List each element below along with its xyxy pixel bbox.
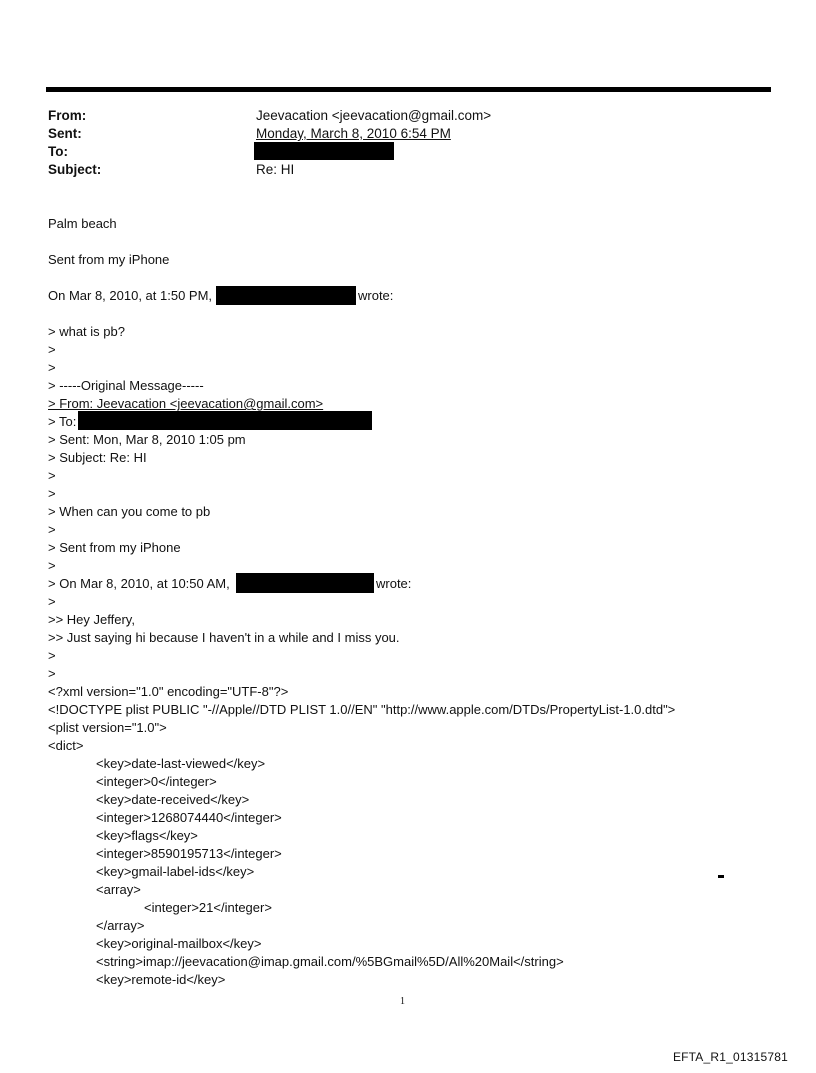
xml-line: <!DOCTYPE plist PUBLIC "-//Apple//DTD PLIST 1.0//EN" "http://www.apple.com/DTDs/PropertyList-1.0.dtd"> <box>48 702 676 717</box>
from-value: Jeevacation <jeevacation@gmail.com> <box>256 108 492 123</box>
quoted-line: > <box>48 522 56 537</box>
quoted-line: >> Hey Jeffery, <box>48 612 135 627</box>
quoted-line: > On Mar 8, 2010, at 10:50 AM, <box>48 576 230 591</box>
quoted-line: > <box>48 468 56 483</box>
xml-line: <dict> <box>48 738 84 753</box>
wrote-line-prefix: On Mar 8, 2010, at 1:50 PM, <box>48 288 213 303</box>
quoted-line: > Sent: Mon, Mar 8, 2010 1:05 pm <box>48 432 246 447</box>
quoted-line: > <box>48 360 56 375</box>
xml-line: <integer>1268074440</integer> <box>96 810 282 825</box>
xml-line: <key>remote-id</key> <box>96 972 226 987</box>
wrote-redaction <box>216 286 356 305</box>
to-redaction <box>254 142 394 160</box>
xml-line: <string>imap://jeevacation@imap.gmail.com/%5BGmail%5D/All%20Mail</string> <box>96 954 564 969</box>
xml-line: <array> <box>96 882 141 897</box>
quoted-line: >> Just saying hi because I haven't in a while and I miss you. <box>48 630 400 645</box>
quoted-line: > -----Original Message----- <box>48 378 204 393</box>
quoted-to-redaction <box>78 411 372 430</box>
header-rule <box>46 87 771 92</box>
margin-mark <box>718 875 724 878</box>
quoted-line: > When can you come to pb <box>48 504 211 519</box>
quoted-line: > To: <box>48 414 77 429</box>
xml-line: <key>date-last-viewed</key> <box>96 756 266 771</box>
body-line-palm-beach: Palm beach <box>48 216 117 231</box>
xml-line: <integer>8590195713</integer> <box>96 846 282 861</box>
subject-value: Re: HI <box>256 162 295 177</box>
quoted-line: > what is pb? <box>48 324 125 339</box>
xml-line: <integer>21</integer> <box>144 900 272 915</box>
to-label: To: <box>48 144 68 159</box>
quoted-line: > <box>48 558 56 573</box>
page-number: 1 <box>400 996 405 1007</box>
quoted-line: > Sent from my iPhone <box>48 540 181 555</box>
xml-line: </array> <box>96 918 145 933</box>
xml-line: <?xml version="1.0" encoding="UTF-8"?> <box>48 684 289 699</box>
bates-number: EFTA_R1_01315781 <box>672 1050 788 1064</box>
quoted-line: > <box>48 342 56 357</box>
wrote-line-suffix: wrote: <box>358 288 394 303</box>
quoted-line: > <box>48 486 56 501</box>
sent-label: Sent: <box>48 126 82 141</box>
body-line-sent-from-iphone: Sent from my iPhone <box>48 252 170 267</box>
xml-line: <integer>0</integer> <box>96 774 217 789</box>
quoted-line: > <box>48 648 56 663</box>
quoted-wrote-suffix: wrote: <box>376 576 412 591</box>
xml-line: <key>gmail-label-ids</key> <box>96 864 255 879</box>
quoted-line: > Subject: Re: HI <box>48 450 147 465</box>
quoted-line: > From: Jeevacation <jeevacation@gmail.com> <box>48 396 324 411</box>
xml-line: <key>date-received</key> <box>96 792 250 807</box>
quoted-wrote-redaction <box>236 573 374 593</box>
xml-line: <key>flags</key> <box>96 828 198 843</box>
sent-value: Monday, March 8, 2010 6:54 PM <box>256 126 451 141</box>
from-label: From: <box>48 108 87 123</box>
subject-label: Subject: <box>48 162 102 177</box>
quoted-line: > <box>48 666 56 681</box>
xml-line: <plist version="1.0"> <box>48 720 167 735</box>
xml-line: <key>original-mailbox</key> <box>96 936 262 951</box>
quoted-line: > <box>48 594 56 609</box>
